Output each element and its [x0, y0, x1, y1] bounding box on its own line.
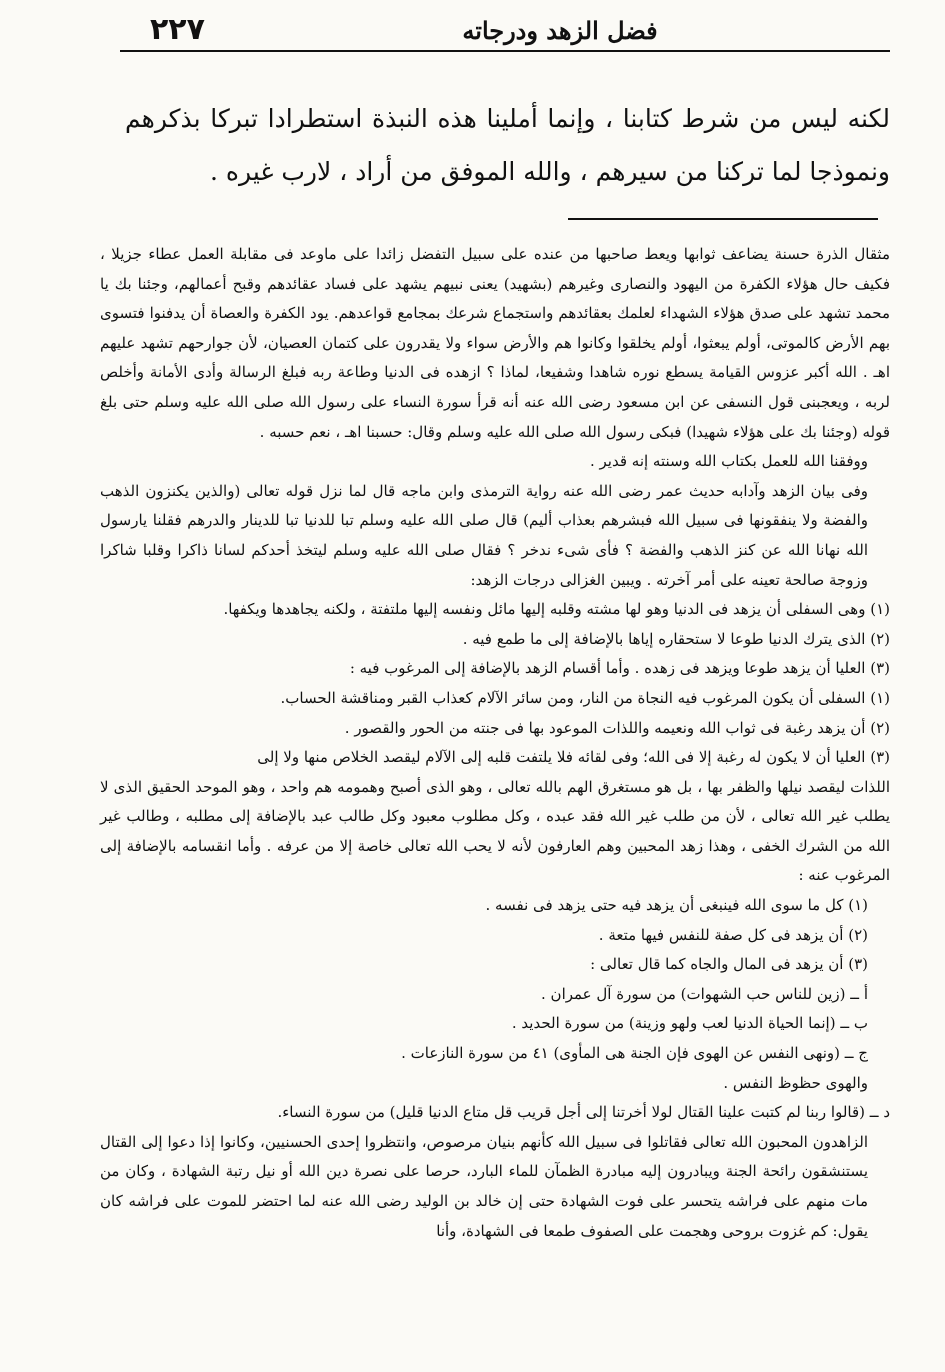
main-paragraph: لكنه ليس من شرط كتابنا ، وإنما أملينا هذه النبذة استطرادا تبركا بذكرهم ونموذجا لما تركنا من سيرهم ، والله الموفق من أراد ، لارب غيره .	[125, 104, 890, 186]
degree-item: (٣) العليا أن يزهد طوعا ويزهد فى زهده . وأما أقسام الزهد بالإضافة إلى المرغوب فيه :	[349, 659, 890, 678]
footnote-separator	[568, 218, 878, 220]
verse-item: ب ــ (إنما الحياة الدنيا لعب ولهو وزينة) من سورة الحديد .	[511, 1014, 868, 1033]
footnote-paragraph: وفى بيان الزهد وآدابه حديث عمر رضى الله عنه رواية الترمذى وابن ماجه قال لما نزل قوله تعالى (والذين يكنزون الذهب والفضة ولا ينفقونها فى سبيل الله فبشرهم بعذاب أليم) قال صلى الله عليه وسلم تبا للدنيا تبا للدينار والدرهم فقلنا يارسول الله نهانا الله عن كنز الذهب والفضة ؟ فأى شىء ندخر ؟ فقال صلى الله عليه وسلم ليتخذ أحدكم لسانا ذاكرا وقلبا شاكرا وزوجة صالحة تعينه على أمر آخرته . ويبين الغزالى درجات الزهد:	[100, 481, 868, 589]
running-title: فضل الزهد ودرجاته	[462, 16, 658, 45]
division-item: (١) كل ما سوى الله فينبغى أن يزهد فيه حتى يزهد فى نفسه .	[485, 896, 868, 915]
division-item: (٢) أن يزهد فى كل صفة للنفس فيها متعة .	[598, 925, 868, 944]
footnote-paragraph: مثقال الذرة حسنة يضاعف ثوابها ويعط صاحبها من عنده على سبيل التفضل زائدا على ماوعد فى مقابلة العمل عطاء جزيلا ، فكيف حال هؤلاء الكفرة من اليهود والنصارى وغيرهم (بشهيد) يعنى نبيهم يشهد على فساد عقائدهم وقبح أعمالهم، وجئنا بك يا محمد تشهد على صدق هؤلاء الشهداء لعلمك بعقائدهم واستجماع شرعك بمجامع قواعدهم. يود الكفرة والعصاة أن يدفنوا فتسوى بهم الأرض كالموتى، أولم يبعثوا، أولم يخلقوا وكانوا هم والأرض سواء ولا يقدرون على كتمان العصيان، لأن جوارحهم تشهد عليهم اهـ . الله أكبر عزوس القيامة يسطع نوره شاهدا وشفيعا، لماذا ؟ ازهده فى الدنيا وطاعة ربه فبلغ الرسالة وأدى الأمانة وأخلص لربه ، ويعجبنى قول النسفى عن ابن مسعود رضى الله عنه أنه قرأ سورة النساء على رسول الله صلى الله عليه وسلم حتى بلغ قوله (وجئنا بك على هؤلاء شهيدا) فبكى رسول الله صلى الله عليه وسلم وقال: حسبنا اهـ ، نعم حسبه .	[100, 245, 890, 441]
page-number: ٢٢٧	[150, 12, 205, 47]
degree-item: (٣) العليا أن لا يكون له رغبة إلا فى الله؛ وفى لقائه فلا يلتفت قلبه إلى الآلام ليقصد الخلاص منها ولا إلى	[257, 748, 890, 767]
degree-item: (١) السفلى أن يكون المرغوب فيه النجاة من النار، ومن سائر الآلام كعذاب القبر ومناقشة الحساب.	[280, 688, 890, 707]
division-item: (٣) أن يزهد فى المال والجاه كما قال تعالى :	[590, 955, 868, 974]
verse-item: ج ــ (ونهى النفس عن الهوى فإن الجنة هى المأوى) ٤١ من سورة النازعات .	[401, 1044, 868, 1063]
footnote-continuation: اللذات ليقصد نيلها والظفر بها ، بل هو مستغرق الهم بالله تعالى ، وهو الذى أصبح وهمومه هم واحد ، وهو الموحد الحقيق الذى لا يطلب غير الله تعالى ، لأن من طلب غير الله فقد عبده ، وكل مطلوب معبود وكل طالب عبد بالإضافة إلى مطلبه ، وطالب غير الله من الشرك الخفى ، وهذا زهد المحبين وهم العارفون لأنه لا يحب الله تعالى خاصة إلا من عرفه . وأما انقسامه بالإضافة إلى المرغوب عنه :	[100, 777, 890, 885]
degree-item: (٢) أن يزهد رغبة فى ثواب الله ونعيمه واللذات الموعود بها فى جنته من الحور والقصور .	[344, 718, 890, 737]
footnotes	[100, 240, 890, 1246]
verse-item: د ــ (قالوا ربنا لم كتبت علينا القتال لولا أخرتنا إلى أجل قريب قل متاع الدنيا قليل) من سورة النساء.	[277, 1103, 890, 1122]
closing-paragraph: الزاهدون المحبون الله تعالى فقاتلوا فى سبيل الله كأنهم بنيان مرصوص، وانتظروا إحدى الحسنيين، وكانوا إذا دعوا إلى القتال يستنشقون رائحة الجنة ويبادرون إليه مبادرة الظمآن للماء البارد، حرصا على نصرة دين الله أو نيل رتبة الشهادة ، وكان من مات منهم على فراشه يتحسر على فوت الشهادة حتى إن خالد بن الوليد رضى الله عنه لما احتضر للموت على فراشه كان يقول: كم غزوت بروحى وهجمت على الصفوف طمعا فى الشهادة، وأنا	[100, 1132, 868, 1240]
footnote-paragraph: ووفقنا الله للعمل بكتاب الله وسنته إنه قدير .	[589, 452, 868, 471]
page-header	[120, 8, 890, 52]
verse-item: والهوى حظوظ النفس .	[723, 1073, 868, 1092]
degree-item: (١) وهى السفلى أن يزهد فى الدنيا وهو لها مشته وقلبه إليها مائل ونفسه إليها ملتفتة ، ولكنه يجاهدها ويكفها.	[223, 600, 890, 619]
main-text	[125, 92, 890, 198]
degree-item: (٢) الذى يترك الدنيا طوعا لا ستحقاره إياها بالإضافة إلى ما طمع فيه .	[462, 629, 890, 648]
verse-item: أ ــ (زين للناس حب الشهوات) من سورة آل عمران .	[541, 984, 868, 1003]
